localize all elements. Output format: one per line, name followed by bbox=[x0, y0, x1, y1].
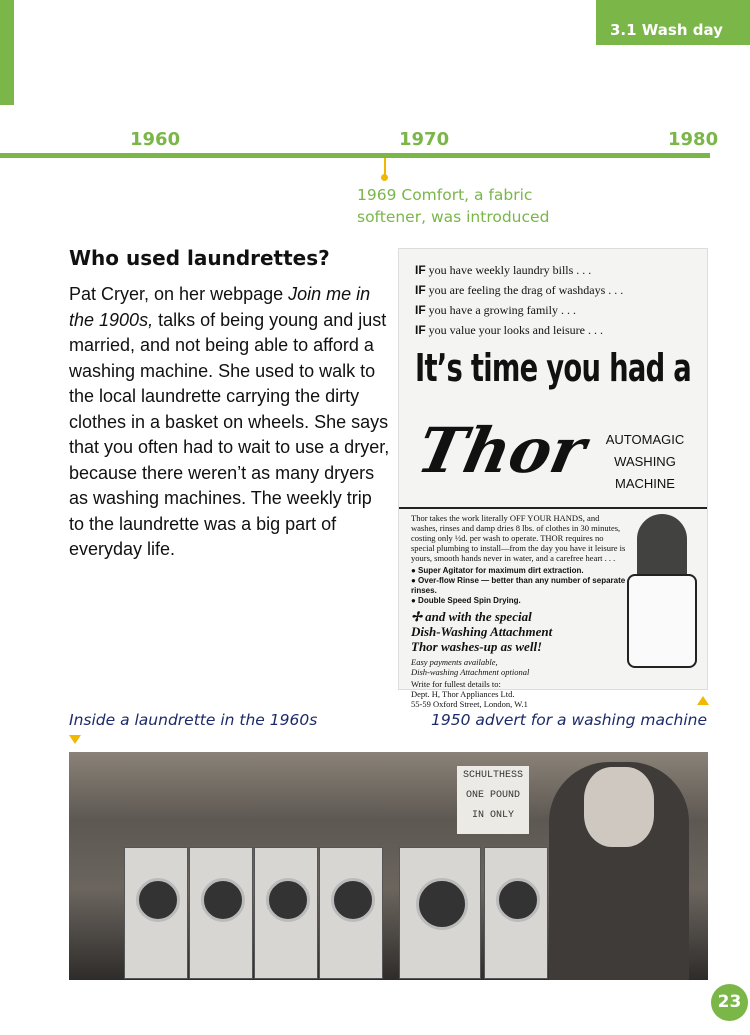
photo-sign: SCHULTHESS ONE POUND IN ONLY bbox=[457, 766, 529, 834]
advert-if-line: IF you have a growing family . . . bbox=[415, 303, 576, 317]
advert-copy: Thor takes the work literally OFF YOUR HANDS, and washes, rinses and damp dries 8 lbs. of clothes in 30 minutes, costing only ½d. per wash to operate. THOR requires no special plumbing to install—from the day you have it leisure is yours, smooth hands never in water, and a carefree heart . . . ● Super Agitator for maximum dirt extraction. ● Over-flow Rinse — better than any number of separate rinses. ● Double Speed Spin Drying. ✢ and with the special Dish-Washing Attachment Thor washes-up as well! Easy payments available, Dish-washing Attachment optional Write for fullest details to: Dept. H, Thor Appliances Ltd. 55-59 Oxford Street, London, W.1 bbox=[411, 513, 626, 709]
photo-woman bbox=[549, 762, 689, 980]
page-number: 23 bbox=[711, 984, 748, 1021]
caption-pointer-down bbox=[69, 735, 81, 744]
webpage-title: Join me in the 1900s, bbox=[69, 284, 371, 330]
timeline-year-1960: 1960 bbox=[130, 129, 181, 150]
timeline-marker-dot bbox=[381, 174, 388, 181]
body-text-start: Pat Cryer, on her webpage bbox=[69, 284, 289, 304]
advert-illustration-washer bbox=[627, 574, 697, 668]
caption-pointer-up bbox=[697, 696, 709, 705]
advert-if-line: IF you are feeling the drag of washdays . . . bbox=[415, 283, 624, 297]
thor-advert-image bbox=[398, 248, 708, 709]
advert-headline: It’s time you had a bbox=[415, 346, 691, 390]
advert-if-line: IF you value your looks and leisure . . . bbox=[415, 323, 603, 337]
advert-automagic: AUTOMAGIC WASHING MACHINE bbox=[605, 432, 685, 491]
laundrette-photo bbox=[69, 752, 708, 980]
body-text bbox=[69, 282, 391, 563]
left-accent-bar bbox=[0, 0, 14, 105]
section-heading: Who used laundrettes? bbox=[69, 246, 330, 270]
timeline-event: 1969 Comfort, a fabric softener, was introduced bbox=[357, 186, 550, 226]
photo-caption: Inside a laundrette in the 1960s bbox=[69, 711, 318, 729]
advert-if-line: IF you have weekly laundry bills . . . bbox=[415, 263, 592, 277]
advert-caption: 1950 advert for a washing machine bbox=[431, 711, 708, 729]
timeline-year-1980: 1980 bbox=[668, 129, 719, 150]
timeline-year-1970: 1970 bbox=[399, 129, 450, 150]
advert-divider bbox=[399, 507, 707, 509]
section-tab: 3.1 Wash day bbox=[596, 0, 750, 45]
thor-logo: Thor bbox=[411, 414, 592, 487]
timeline-line bbox=[0, 153, 710, 158]
body-text-rest: talks of being young and just married, and not being able to afford a washing machine. She used to walk to the local laundrette carrying the dirty clothes in a basket on wheels. She says that you often had to wait to use a dryer, because there weren’t as many dryers as washing machines. The weekly trip to the laundrette was a big part of everyday life. bbox=[69, 309, 390, 559]
